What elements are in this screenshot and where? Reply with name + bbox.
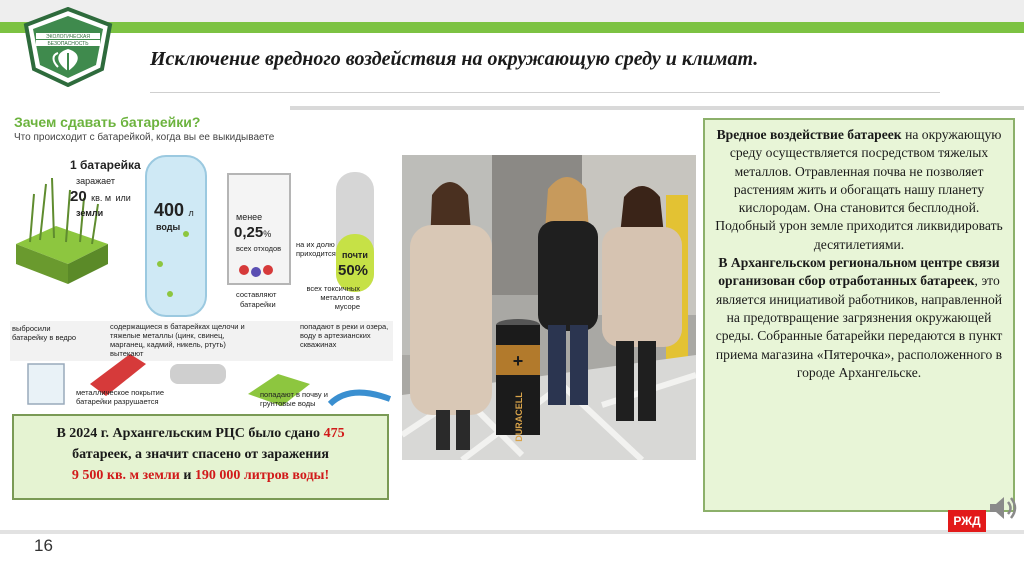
stats-box — [12, 414, 389, 500]
speaker-icon[interactable] — [984, 490, 1020, 526]
svg-text:ЭКОЛОГИЧЕСКАЯ: ЭКОЛОГИЧЕСКАЯ — [46, 34, 90, 40]
step-5: попадают в почву и грунтовые воды — [260, 390, 328, 408]
stats-line1: В 2024 г. Архангельским РЦС было сдано — [56, 426, 321, 441]
description-bold-intro: Вредное воздействие батареек — [716, 127, 902, 142]
stats-land: 9 500 кв. м земли — [71, 468, 180, 483]
contaminates-label: заражает — [76, 176, 115, 186]
stats-water: 190 000 литров воды! — [194, 468, 330, 483]
waste-batteries: батарейки — [240, 300, 276, 309]
description-box — [703, 118, 1015, 512]
waste-make-up: составляют — [236, 290, 277, 299]
top-bar — [0, 0, 1024, 22]
infographic — [10, 114, 393, 414]
area-unit: кв. м — [91, 193, 112, 203]
photo-collection-point — [402, 155, 696, 460]
infographic-heading: Зачем сдавать батарейки? — [14, 114, 201, 130]
section-divider — [290, 106, 1024, 110]
rzd-logo-icon: РЖД — [948, 510, 986, 532]
area-land: земли — [76, 208, 104, 218]
area-or: или — [115, 193, 131, 203]
infographic-art — [10, 114, 393, 414]
description-bold-center: В Архангельском региональном центре связи организован сбор отработанных батареек — [718, 255, 1000, 289]
step-2: содержащиеся в батарейках щелочи и тяжелые металлы (цинк, свинец, марганец, кадмий, никель, ртуть) вытекают — [110, 322, 245, 358]
step-4: металлическое покрытие батарейки разрушается — [76, 388, 165, 406]
share-almost: почти — [342, 250, 368, 260]
step-3: попадают в реки и озера, воду в артезианских скважинах — [300, 322, 389, 349]
share-to-them: на их долю приходится — [296, 240, 336, 258]
waste-of-all: всех отходов — [236, 244, 282, 253]
stats-count: 475 — [323, 426, 345, 441]
eco-shield-logo-icon — [22, 7, 114, 87]
waste-percent: 0,25 — [234, 224, 264, 241]
description-text-2: , это является инициативой работников, направленной на предотвращение загрязнения окружающей среды. Собранные батарейки передаются в пункт приема магазина «Пятерочка», расположенного в городе Архангельске. — [715, 273, 1003, 380]
area-value: 20 — [70, 188, 87, 205]
toxic-metals: всех токсичных металлов в мусоре — [306, 284, 360, 311]
waste-less: менее — [236, 212, 263, 222]
green-stripe — [0, 22, 1024, 33]
water-unit: л — [188, 208, 194, 218]
water-value: 400 — [154, 200, 185, 220]
footer-bar — [0, 530, 1024, 534]
battery-count: 1 батарейка — [70, 158, 141, 172]
stats-and: и — [183, 468, 192, 483]
description-text-1: на окружающую среду осуществляется посредством тяжелых металлов. Отравленная почва не позволяет растениям жить и обогащать нашу планету кислородам. Она становится бесплодной. Подобный урон земле приходится ликвидировать десятилетиями. — [715, 127, 1003, 252]
svg-text:БЕЗОПАСНОСТЬ: БЕЗОПАСНОСТЬ — [47, 41, 89, 47]
stats-line2: батареек, а значит спасено от заражения — [72, 447, 329, 462]
page-title: Исключение вредного воздействия на окружающую среду и климат. — [150, 48, 759, 70]
waste-percent-sign: % — [263, 229, 272, 239]
step-1: выбросили батарейку в ведро — [12, 324, 77, 342]
share-percent: 50% — [338, 262, 369, 279]
svg-text:+: + — [512, 351, 524, 371]
infographic-subheading: Что происходит с батарейкой, когда вы ее выкидываете — [14, 132, 275, 143]
page-number: 16 — [34, 536, 53, 555]
svg-text:DURACELL: DURACELL — [514, 392, 524, 442]
title-divider — [150, 92, 940, 93]
water-label: воды — [156, 222, 181, 232]
photo-scene — [402, 155, 696, 460]
